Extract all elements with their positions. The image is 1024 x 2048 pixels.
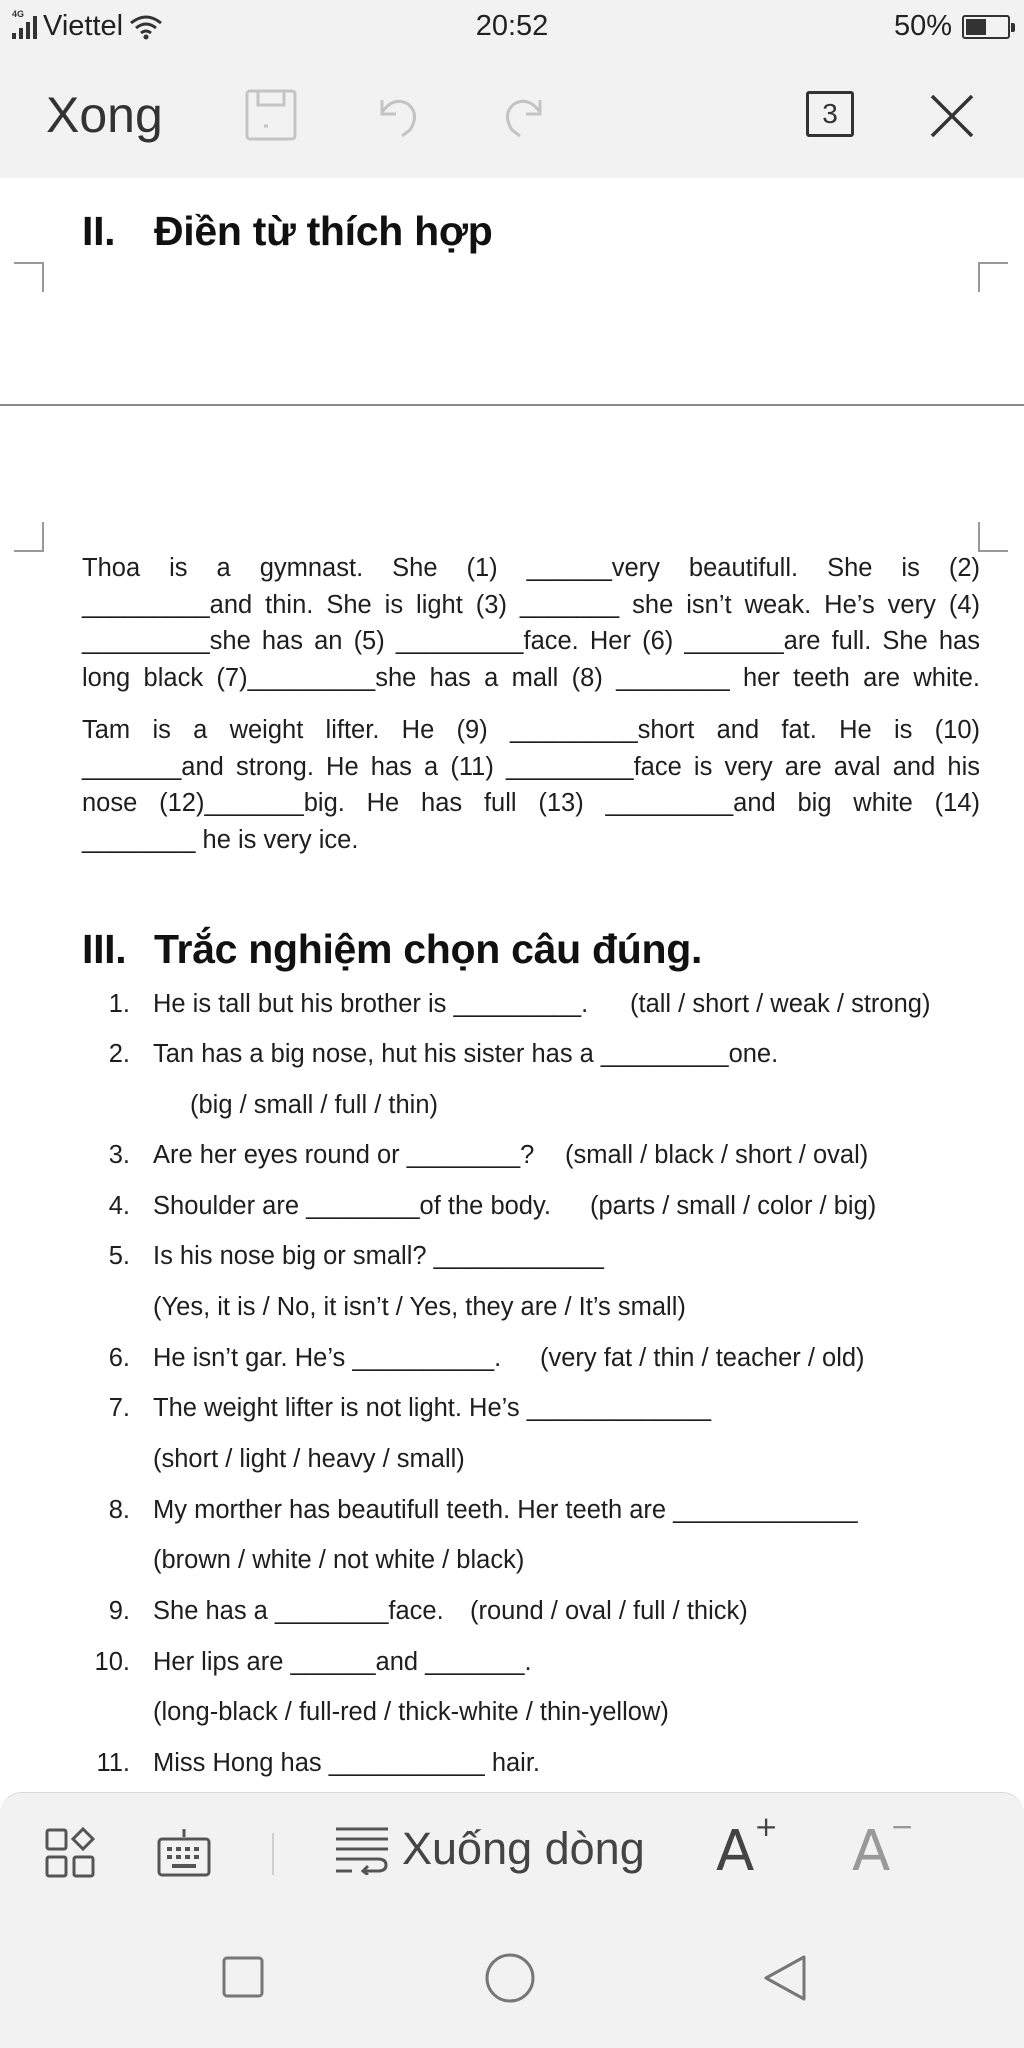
page-corner-mark xyxy=(14,262,44,292)
save-icon[interactable] xyxy=(244,88,298,142)
question-text: She has a ________face. xyxy=(153,1597,444,1625)
question-text: Is his nose big or small? ____________ xyxy=(153,1242,604,1270)
question-item xyxy=(0,1496,1024,1536)
apps-icon[interactable] xyxy=(44,1827,96,1879)
paragraph-line: Thoa is a gymnast. She (1) ______very beautifull. She is (2) xyxy=(82,554,980,582)
question-text: He isn’t gar. He’s __________. xyxy=(153,1344,502,1372)
page-separator xyxy=(0,404,1024,406)
question-number: 4. xyxy=(108,1192,130,1220)
font-increase-label: A xyxy=(716,1819,755,1884)
question-text: Are her eyes round or ________? xyxy=(153,1141,535,1169)
question-options-row xyxy=(0,1445,1024,1485)
question-options: (big / small / full / thin) xyxy=(190,1091,438,1119)
question-item xyxy=(0,1242,1024,1282)
question-options: (tall / short / weak / strong) xyxy=(630,990,931,1018)
question-number: 11. xyxy=(96,1749,130,1777)
question-item xyxy=(0,1141,1024,1181)
font-decrease-label: A xyxy=(852,1819,891,1884)
back-icon[interactable] xyxy=(762,1954,808,2002)
question-item xyxy=(0,1648,1024,1688)
question-number: 3. xyxy=(108,1141,130,1169)
section-title: Điền từ thích hợp xyxy=(154,208,493,254)
question-options-row xyxy=(0,1698,1024,1738)
network-type: 4G xyxy=(12,8,25,19)
edit-bar xyxy=(0,1792,1024,1910)
question-item xyxy=(0,1749,1024,1789)
close-icon[interactable] xyxy=(928,92,976,140)
paragraph-line: _________and thin. She is light (3) _______ she isn’t weak. He’s very (4) xyxy=(82,590,980,619)
question-options: (parts / small / color / big) xyxy=(590,1192,877,1220)
question-options: (very fat / thin / teacher / old) xyxy=(540,1344,865,1372)
editor-toolbar xyxy=(0,52,1024,178)
newline-icon xyxy=(334,1823,390,1875)
question-item xyxy=(0,1040,1024,1080)
font-increase-icon: + xyxy=(754,1810,778,1844)
question-item xyxy=(0,1394,1024,1434)
section-heading-3 xyxy=(82,926,702,973)
question-number: 5. xyxy=(108,1242,130,1270)
page-corner-mark xyxy=(14,522,44,552)
keyboard-icon[interactable] xyxy=(156,1827,212,1879)
newline-button[interactable] xyxy=(334,1823,645,1875)
home-icon[interactable] xyxy=(484,1952,536,2004)
question-text: My morther has beautifull teeth. Her teeth are _____________ xyxy=(153,1496,858,1524)
question-options: (brown / white / not white / black) xyxy=(153,1546,525,1574)
question-options-row xyxy=(0,1546,1024,1586)
redo-icon[interactable] xyxy=(498,88,550,140)
paragraph-line: Tam is a weight lifter. He (9) _________short and fat. He is (10) xyxy=(82,716,980,744)
question-text: Tan has a big nose, hut his sister has a _________one. xyxy=(153,1040,779,1068)
question-number: 10. xyxy=(94,1648,130,1676)
section-title: Trắc nghiệm chọn câu đúng. xyxy=(154,926,703,972)
question-item xyxy=(0,1192,1024,1232)
question-options-row xyxy=(0,1293,1024,1333)
question-number: 8. xyxy=(108,1496,130,1524)
question-item xyxy=(0,1597,1024,1637)
question-text: Shoulder are ________of the body. xyxy=(153,1192,551,1220)
question-text: Her lips are ______and _______. xyxy=(153,1648,532,1676)
question-number: 2. xyxy=(108,1040,130,1068)
question-options: (Yes, it is / No, it isn’t / Yes, they are / It’s small) xyxy=(153,1293,686,1321)
paragraph-line: _________she has an (5) _________face. Her (6) _______are full. She has xyxy=(82,627,980,655)
paragraph-tam xyxy=(82,712,980,858)
question-text: The weight lifter is not light. He’s _____________ xyxy=(153,1394,712,1422)
paragraph-line: ________ he is very ice. xyxy=(82,825,359,854)
font-increase-button[interactable] xyxy=(716,1810,778,1884)
question-number: 1. xyxy=(108,990,130,1018)
section-number: II. xyxy=(82,208,116,254)
battery-percent: 50% xyxy=(893,10,952,42)
status-right xyxy=(894,10,1010,43)
newline-label: Xuống dòng xyxy=(402,1823,645,1874)
question-item xyxy=(0,990,1024,1030)
section-heading-2 xyxy=(82,208,492,255)
font-decrease-button[interactable] xyxy=(852,1810,914,1884)
paragraph-line: long black (7)_________she has a mall (8) ________ her teeth are white. xyxy=(82,663,980,692)
status-bar xyxy=(0,0,1024,52)
paragraph-line: _______and strong. He has a (11) _________face is very are aval and his xyxy=(82,752,980,781)
document-view[interactable] xyxy=(0,178,1024,1792)
paragraph-thoa xyxy=(82,550,980,696)
question-options: (small / black / short / oval) xyxy=(565,1141,869,1169)
battery-icon xyxy=(962,15,1010,39)
question-text: He is tall but his brother is _________. xyxy=(153,990,589,1018)
question-item xyxy=(0,1344,1024,1384)
clock: 20:52 xyxy=(475,10,549,42)
paragraph-line: nose (12)_______big. He has full (13) _________and big white (14) xyxy=(82,789,980,817)
toolbar-divider xyxy=(272,1833,274,1875)
question-number: 9. xyxy=(108,1597,130,1625)
page-corner-mark xyxy=(978,262,1008,292)
undo-icon[interactable] xyxy=(372,88,424,140)
question-options: (long-black / full-red / thick-white / thin-yellow) xyxy=(153,1698,669,1726)
page-corner-mark xyxy=(978,522,1008,552)
question-options: (short / light / heavy / small) xyxy=(153,1445,465,1473)
battery-fill xyxy=(966,19,986,35)
question-number: 6. xyxy=(108,1344,130,1372)
question-number: 7. xyxy=(108,1394,130,1422)
question-options: (round / oval / full / thick) xyxy=(470,1597,748,1625)
carrier-name: Viettel xyxy=(43,10,124,42)
page-count-icon[interactable]: 3 xyxy=(806,91,854,137)
done-button[interactable]: Xong xyxy=(46,87,163,143)
question-options-row xyxy=(0,1091,1024,1131)
section-number: III. xyxy=(82,926,127,972)
question-text: Miss Hong has ___________ hair. xyxy=(153,1749,541,1777)
recent-apps-icon[interactable] xyxy=(222,1956,264,1998)
font-decrease-icon: − xyxy=(890,1810,914,1844)
system-nav-bar xyxy=(0,1910,1024,2048)
